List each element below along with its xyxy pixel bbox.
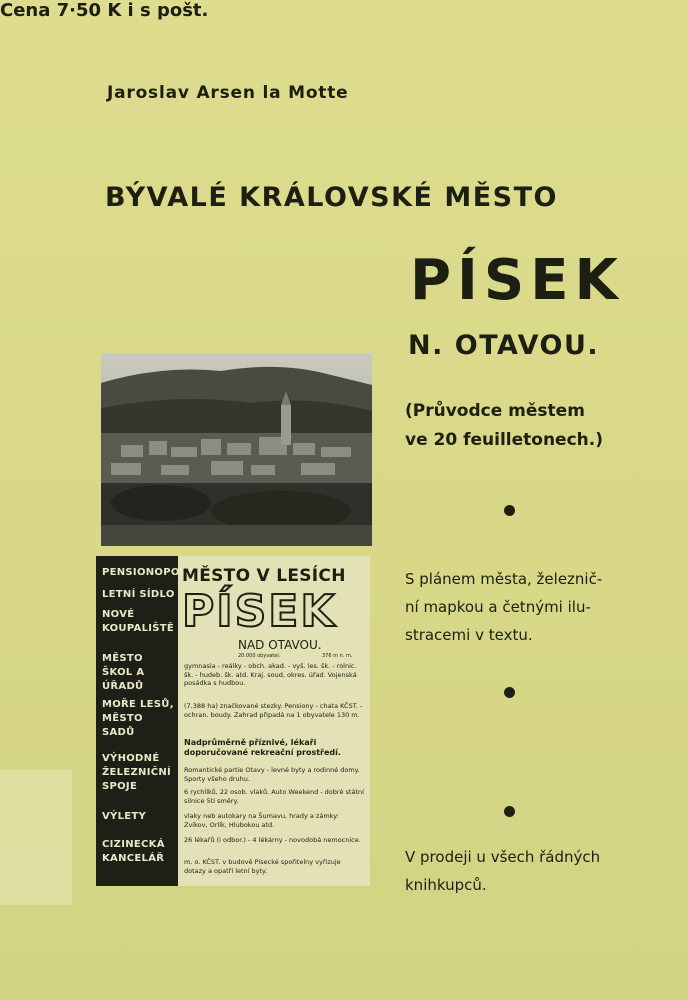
ad-sidebar — [96, 556, 198, 886]
ad-paragraph: gymnasia - reálky - obch. akad. - vyš. les. šk. - rolnic. šk. - hudeb. šk. atd. Kraj. soud, okres. úřad. Vojenská posádka s hudbou. — [184, 662, 357, 687]
ad-paragraph: Nadprůměrně příznivé, lékaři doporučované rekreační prostředí. — [184, 738, 341, 757]
ad-side-item: CIZINECKÁ KANCELÁŘ — [102, 839, 165, 864]
price: Cena 7·50 K i s pošt. — [0, 0, 209, 21]
ad-paragraph: m. o. KČST. v budově Písecké spořitelny vyřizuje dotazy a opatří letní byty. — [184, 858, 341, 875]
ad-headline: MĚSTO V LESÍCH — [182, 566, 346, 586]
subtitle-line-2: ve 20 feuilletonech.) — [405, 430, 603, 450]
ad-side-item: LETNÍ SÍDLO — [102, 589, 175, 600]
pre-title: BÝVALÉ KRÁLOVSKÉ MĚSTO — [105, 182, 558, 213]
ad-subtitle: NAD OTAVOU. — [238, 638, 322, 652]
ad-population: 20.000 obyvatel. — [238, 653, 281, 659]
advertisement — [96, 556, 370, 886]
ad-main — [182, 556, 370, 886]
paper-stain — [0, 770, 72, 905]
plan-note-line: S plánem města, železnič- — [405, 570, 603, 588]
ad-side-item: PENSIONOPOLIS — [102, 567, 198, 578]
author-name: Jaroslav Arsen la Motte — [107, 83, 349, 103]
book-title: PÍSEK — [410, 248, 624, 313]
bullet-dot — [504, 505, 515, 516]
ad-side-item: NOVÉ KOUPALIŠTĚ — [102, 609, 175, 634]
ad-paragraph: (7.388 ha) značkované stezky. Pensiony - chata KČST. - ochran. boudy. Zahrad připadá na 1 obyvatele 130 m. — [184, 702, 363, 719]
sale-note — [405, 843, 600, 899]
town-photo — [101, 353, 372, 546]
ad-side-item: MOŘE LESŮ, MĚSTO SADŮ — [102, 699, 174, 738]
sale-note-line: knihkupců. — [405, 876, 487, 894]
sale-note-line: V prodeji u všech řádných — [405, 848, 601, 866]
plan-note-line: stracemi v textu. — [405, 626, 533, 644]
ad-paragraph: 26 lékařů (i odbor.) - 4 lékárny - novodobá nemocnice. — [184, 836, 361, 844]
ad-side-item: VÝLETY — [102, 811, 147, 822]
ad-paragraph: Romantické partie Otavy - levné byty a rodinné domy. Sporty všeho druhu. — [184, 766, 360, 783]
ad-altitude: 376 m n. m. — [322, 653, 353, 659]
town-photo-image — [101, 353, 372, 546]
ad-side-item: VÝHODNÉ ŽELEZNIČNÍ SPOJE — [102, 753, 172, 792]
title-river: N. OTAVOU. — [408, 330, 600, 361]
ad-paragraph: vlaky neb autokary na Šumavu, hrady a zámky: Zvíkov, Orlík, Hlubokou atd. — [184, 812, 339, 829]
ad-big-title: PÍSEK — [182, 586, 337, 637]
bullet-dot — [504, 806, 515, 817]
ad-side-item: MĚSTO ŠKOL A ÚŘADŮ — [102, 653, 145, 692]
bullet-dot — [504, 687, 515, 698]
plan-note-line: ní mapkou a četnými ilu- — [405, 598, 591, 616]
ad-paragraph: 6 rychlíků, 22 osob. vlaků. Auto Weekend - dobré státní silnice 5ti směry. — [184, 788, 364, 805]
plan-note — [405, 565, 602, 649]
subtitle-line-1: (Průvodce městem — [405, 401, 585, 421]
